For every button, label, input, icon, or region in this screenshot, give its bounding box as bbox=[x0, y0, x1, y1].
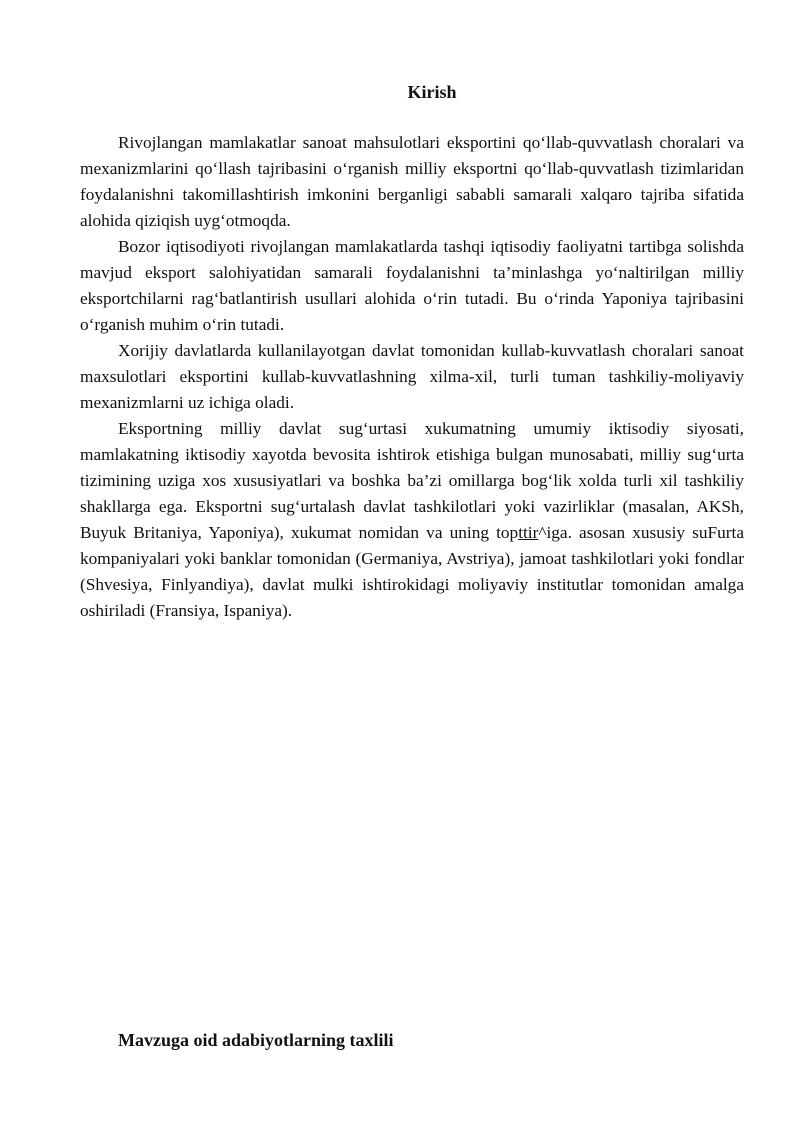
paragraph-4 bbox=[80, 416, 744, 624]
page-title: Kirish bbox=[407, 82, 457, 102]
paragraph-3: Xorijiy davlatlarda kullanilayotgan davlat tomonidan kullab-kuvvatlash choralari sanoat maxsulotlari eksportini kullab-kuvvatlashning xilma-xil, turli tuman tashkiliy-moliyaviy mexanizmlarni uz ichiga oladi. bbox=[80, 341, 744, 412]
paragraph-4-text-end: ^iga. asosan xususiy suFurta kompaniyalari yoki banklar tomonidan (Germaniya, Avstriya), jamoat tashkilotlari yoki fondlar (Shvesiya, Finlyandiya), davlat mulki ishtirokidagi moliyaviy institutlar tomonidan amalga oshiriladi (Fransiya, Ispaniya). bbox=[80, 523, 745, 620]
body-text bbox=[80, 130, 744, 624]
paragraph-2: Bozor iqtisodiyoti rivojlangan mamlakatlarda tashqi iqtisodiy faoliyatni tartibga solishda mavjud eksport salohiyatidan samarali foydalanishni ta’minlashga yo‘naltirilgan milliy eksportchilarni rag‘batlantirish usullari alohida o‘rin tutadi. Bu o‘rinda Yaponiya tajribasini o‘rganish muhim o‘rin tutadi. bbox=[80, 237, 744, 334]
section-heading: Mavzuga oid adabiyotlarning taxlili bbox=[118, 1030, 394, 1050]
paragraph-1: Rivojlangan mamlakatlar sanoat mahsulotlari eksportini qo‘llab-quvvatlash choralari va mexanizmlarini qo‘llash tajribasini o‘rganish milliy eksportni qo‘llab-quvvatlash tizimlaridan foydalanishni takomillashtirish imkonini berganligi sababli samarali xalqaro tajriba sifatida alohida qiziqish uyg‘otmoqda. bbox=[80, 133, 744, 230]
paragraph-4-underlined-text: ttir bbox=[518, 523, 539, 542]
paragraph-4-text-start: Eksportning milliy davlat sug‘urtasi xukumatning umumiy iktisodiy siyosati, mamlakatning iktisodiy xayotda bevosita ishtirok etishiga bulgan munosabati, milliy sug‘urta tizimining uziga xos xususiyatlari va boshka ba’zi omillarga bog‘lik xolda turli xil tashkiliy shakllarga ega. Eksportni sug‘urtalash davlat tashkilotlari yoki vazirliklar (masalan, AKSh, Buyuk Britaniya, Yaponiya), xukumat nomidan va uning top bbox=[80, 419, 744, 542]
